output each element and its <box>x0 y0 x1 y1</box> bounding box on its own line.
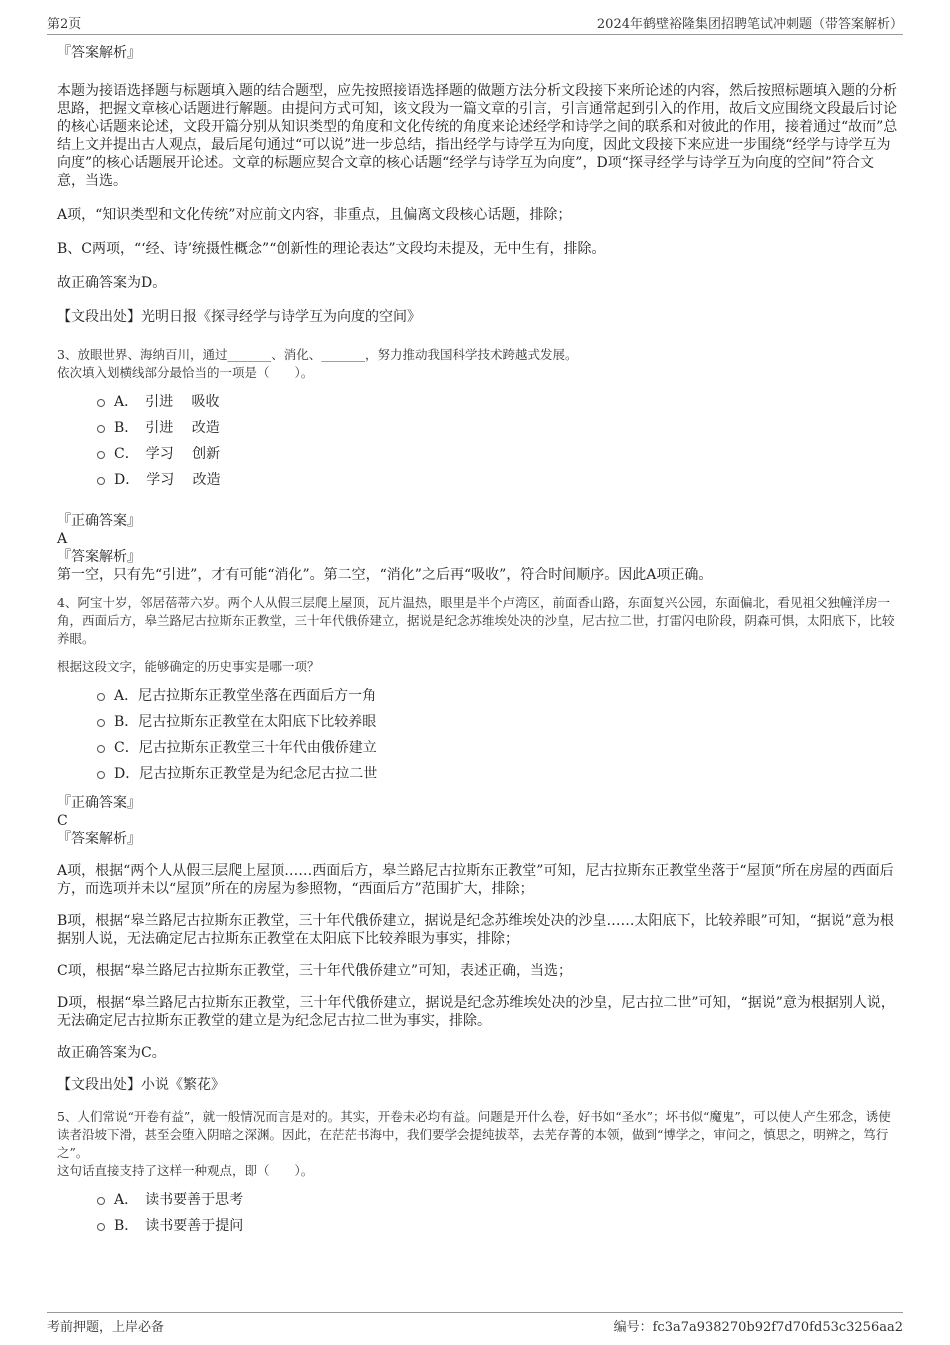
q5-option-a[interactable]: A． 读书要善于思考 <box>97 1186 898 1212</box>
q4-option-d[interactable]: D．尼古拉斯东正教堂是为纪念尼古拉二世 <box>97 760 898 786</box>
page-footer <box>47 1312 903 1335</box>
q3-option-d[interactable]: D． 学习 改造 <box>97 466 898 492</box>
q4-option-a[interactable]: A．尼古拉斯东正教堂坐落在西面后方一角 <box>97 682 898 708</box>
page-number: 第2页 <box>47 17 82 32</box>
radio-icon[interactable] <box>97 693 105 701</box>
q4-answer: C <box>57 813 68 829</box>
q5-prompt: 这句话直接支持了这样一种观点，即（ ）。 <box>57 1163 314 1178</box>
q4-analysis-d: D项，根据“皋兰路尼古拉斯东正教堂，三十年代俄侨建立，据说是纪念苏维埃处决的沙皇，尼古拉二世”可知，“据说”意为根据别人说，无法确定尼古拉斯东正教堂的建立是为纪念尼古拉二世为事实，排除。 <box>57 995 895 1029</box>
q3-option-a[interactable]: A． 引进 吸收 <box>97 388 898 414</box>
page-header <box>47 12 903 35</box>
q2-analysis-para3: B、C两项，“‘经、诗’统摄性概念”“创新性的理论表达”文段均未提及，无中生有，排除。 <box>57 241 606 257</box>
radio-icon[interactable] <box>97 1197 105 1205</box>
q2-analysis-title: 『答案解析』 <box>57 45 141 61</box>
q4-analysis-title: 『答案解析』 <box>57 831 141 847</box>
q4-analysis-conclusion: 故正确答案为C。 <box>57 1045 166 1061</box>
q4-option-b[interactable]: B．尼古拉斯东正教堂在太阳底下比较养眼 <box>97 708 898 734</box>
q3-options <box>97 388 898 492</box>
q4-options <box>97 682 898 786</box>
q2-source: 【文段出处】光明日报《探寻经学与诗学互为向度的空间》 <box>57 309 421 325</box>
footer-serial: 编号：fc3a7a938270b92f7d70fd53c3256aa2 <box>613 1320 903 1335</box>
q3-answer: A <box>57 531 68 547</box>
footer-slogan: 考前押题，上岸必备 <box>47 1320 165 1335</box>
radio-icon[interactable] <box>97 719 105 727</box>
q5-stem: 5、人们常说“开卷有益”，就一般情况而言是对的。其实，开卷未必均有益。问题是开什么卷，好书如“圣水”；坏书似“魔鬼”，可以使人产生邪念，诱使读者沿坡下滑，甚至会堕入阴暗之深渊。因此，在茫茫书海中，我们要学会提纯拔萃，去芜存菁的本领，做到“博学之，审问之，慎思之，明辨之，笃行之”。 <box>57 1109 891 1160</box>
document-title: 2024年鹤壁裕隆集团招聘笔试冲刺题（带答案解析） <box>596 17 903 32</box>
q5-options <box>97 1186 898 1238</box>
q4-prompt: 根据这段文字，能够确定的历史事实是哪一项？ <box>57 659 320 674</box>
q3-option-b[interactable]: B． 引进 改造 <box>97 414 898 440</box>
q4-option-c[interactable]: C．尼古拉斯东正教堂三十年代由俄侨建立 <box>97 734 898 760</box>
radio-icon[interactable] <box>97 771 105 779</box>
q2-analysis-para1: 本题为接语选择题与标题填入题的结合题型，应先按照接语选择题的做题方法分析文段接下来所论述的内容，然后按照标题填入题的分析思路，把握文章核心话题进行解题。由提问方式可知，该文段为一篇文章的引言，引言通常起到引入的作用，故后文应围绕文段最后讨论的核心话题来论述，文段开篇分别从知识类型的角度和文化传统的角度来论述经学和诗学之间的联系和对彼此的作用，接着通过“故而”总结上文并提出古人观点，最后尾句通过“可以说”进一步总结，指出经学与诗学互为向度，因此文段接下来应进一步围绕“经学与诗学互为向度”的核心话题展开论述。文章的标题应契合文章的核心话题“经学与诗学互为向度”，D项“探寻经学与诗学互为向度的空间”符合文意，当选。 <box>57 83 898 189</box>
q2-analysis-para2: A项，“知识类型和文化传统”对应前文内容，非重点，且偏离文段核心话题，排除； <box>57 207 572 223</box>
radio-icon[interactable] <box>97 477 105 485</box>
q3-answer-title: 『正确答案』 <box>57 513 141 529</box>
page-content <box>57 44 898 1238</box>
q3-analysis-title: 『答案解析』 <box>57 549 141 565</box>
q2-analysis-para4: 故正确答案为D。 <box>57 275 167 291</box>
q4-source: 【文段出处】小说《繁花》 <box>57 1077 225 1093</box>
q4-analysis-a: A项，根据“两个人从假三层爬上屋顶……西面后方，皋兰路尼古拉斯东正教堂”可知，尼古拉斯东正教堂坐落于“屋顶”所在房屋的西面后方，而选项并未以“屋顶”所在的房屋为参照物，“西面后方”范围扩大，排除； <box>57 863 894 897</box>
q3-analysis: 第一空，只有先“引进”，才有可能“消化”。第二空，“消化”之后再“吸收”，符合时间顺序。因此A项正确。 <box>57 567 713 583</box>
q5-option-b[interactable]: B． 读书要善于提问 <box>97 1212 898 1238</box>
radio-icon[interactable] <box>97 1223 105 1231</box>
q3-stem: 3、放眼世界、海纳百川，通过_______、消化、_______，努力推动我国科学技术跨越式发展。 <box>57 347 578 362</box>
radio-icon[interactable] <box>97 745 105 753</box>
q4-stem: 4、阿宝十岁，邻居蓓蒂六岁。两个人从假三层爬上屋顶，瓦片温热，眼里是半个卢湾区，前面香山路，东面复兴公园，东面偏北，看见祖父独幢洋房一角，西面后方，皋兰路尼古拉斯东正教堂，三十年代俄侨建立，据说是纪念苏维埃处决的沙皇，尼古拉二世，打雷闪电阶段，阴森可惧，太阳底下，比较养眼。 <box>57 595 895 646</box>
q4-analysis-b: B项，根据“皋兰路尼古拉斯东正教堂，三十年代俄侨建立，据说是纪念苏维埃处决的沙皇……太阳底下，比较养眼”可知，“据说”意为根据别人说，无法确定尼古拉斯东正教堂在太阳底下比较养眼为事实，排除； <box>57 913 894 947</box>
radio-icon[interactable] <box>97 399 105 407</box>
q3-prompt: 依次填入划横线部分最恰当的一项是（ ）。 <box>57 365 314 380</box>
q3-option-c[interactable]: C． 学习 创新 <box>97 440 898 466</box>
radio-icon[interactable] <box>97 425 105 433</box>
q4-answer-title: 『正确答案』 <box>57 795 141 811</box>
q4-analysis-c: C项，根据“皋兰路尼古拉斯东正教堂，三十年代俄侨建立”可知，表述正确，当选； <box>57 963 573 979</box>
radio-icon[interactable] <box>97 451 105 459</box>
